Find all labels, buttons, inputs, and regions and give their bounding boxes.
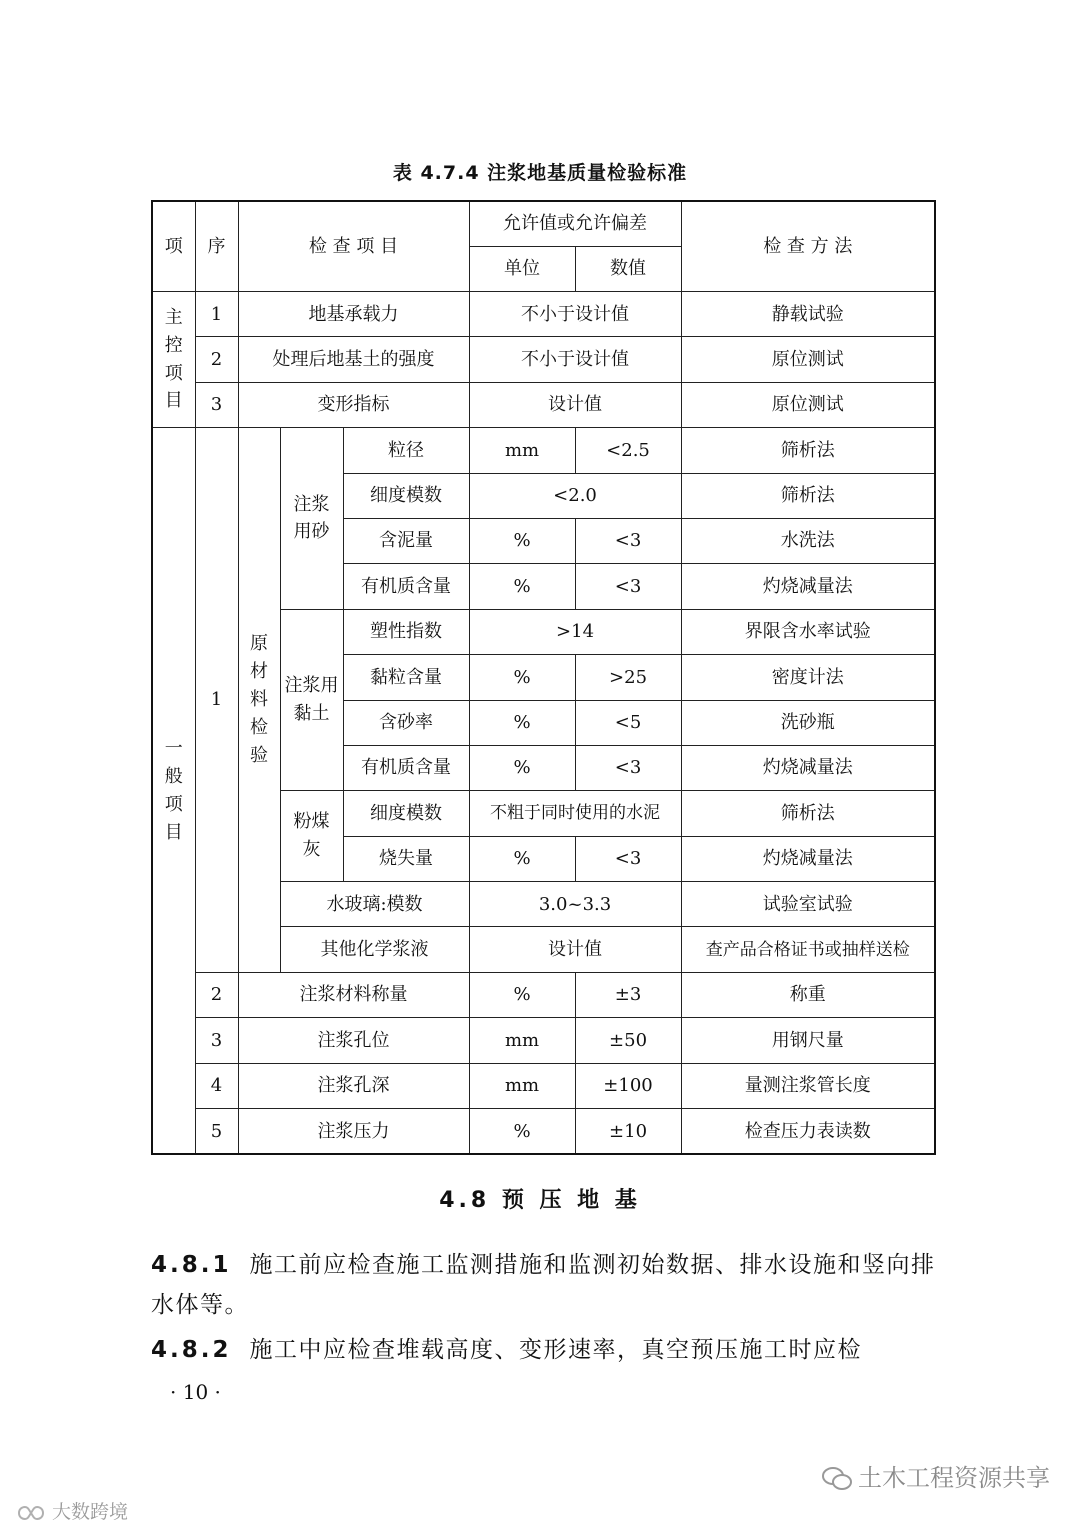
table-row: 5 注浆压力 % ±10 检查压力表读数 [152, 1109, 935, 1155]
quality-standard-table [151, 200, 936, 1155]
table-row: 主控项目 1 地基承载力 不小于设计值 静载试验 [152, 292, 935, 337]
table-caption: 表 4.7.4 注浆地基质量检验标准 [392, 162, 688, 184]
paragraph-4-8-1 [151, 1245, 936, 1325]
section-title: 4.8 预 压 地 基 [439, 1188, 641, 1213]
chat-bubble-icon [822, 1466, 852, 1492]
paragraph-number: 4.8.2 [151, 1337, 232, 1363]
header-value: 数值 [575, 247, 681, 292]
header-allowed: 允许值或允许偏差 [469, 201, 681, 247]
infinity-logo-icon [10, 1503, 46, 1523]
header-unit: 单位 [469, 247, 575, 292]
group-raw-material: 原材料检验 [238, 428, 280, 973]
paragraph-number: 4.8.1 [151, 1252, 232, 1278]
group-general: 一般项目 [152, 428, 195, 1155]
general-seq-1: 1 [195, 428, 238, 973]
watermark-right: 土木工程资源共享 [822, 1458, 1050, 1493]
table-row: 含砂率 % <5 洗砂瓶 [152, 700, 935, 745]
header-check-item: 检 查 项 目 [238, 201, 469, 292]
table-row: 一般项目 1 原材料检验 注浆用砂 粒径 mm <2.5 筛析法 [152, 428, 935, 473]
watermark-left: 大数跨境 [10, 1497, 128, 1524]
page-number: · 10 · [170, 1380, 221, 1404]
table-row: 2 处理后地基土的强度 不小于设计值 原位测试 [152, 337, 935, 382]
table-row: 细度模数 <2.0 筛析法 [152, 473, 935, 518]
table-row: 水玻璃:模数 3.0~3.3 试验室试验 [152, 882, 935, 927]
group-main-control: 主控项目 [152, 292, 195, 428]
paragraph-text: 施工中应检查堆载高度、变形速率，真空预压施工时应检 [249, 1337, 862, 1363]
header-method: 检 查 方 法 [681, 201, 935, 292]
header-item: 项 [152, 201, 195, 292]
table-row: 3 变形指标 设计值 原位测试 [152, 382, 935, 427]
group-clay: 注浆用黏土 [280, 609, 343, 791]
table-row: 4 注浆孔深 mm ±100 量测注浆管长度 [152, 1063, 935, 1108]
header-seq: 序 [195, 201, 238, 292]
table-row: 粉煤灰 细度模数 不粗于同时使用的水泥 筛析法 [152, 791, 935, 836]
table-row: 含泥量 % <3 水洗法 [152, 518, 935, 563]
table-row: 黏粒含量 % >25 密度计法 [152, 655, 935, 700]
table-row: 烧失量 % <3 灼烧减量法 [152, 836, 935, 881]
table-row: 3 注浆孔位 mm ±50 用钢尺量 [152, 1018, 935, 1063]
paragraph-4-8-2 [151, 1330, 936, 1370]
table-row: 其他化学浆液 设计值 查产品合格证书或抽样送检 [152, 927, 935, 972]
paragraph-text: 施工前应检查施工监测措施和监测初始数据、排水设施和竖向排水体等。 [151, 1252, 936, 1318]
table-row: 有机质含量 % <3 灼烧减量法 [152, 745, 935, 790]
table-row: 注浆用黏土 塑性指数 >14 界限含水率试验 [152, 609, 935, 654]
group-fly-ash: 粉煤灰 [280, 791, 343, 882]
group-sand: 注浆用砂 [280, 428, 343, 610]
table-row: 有机质含量 % <3 灼烧减量法 [152, 564, 935, 609]
table-row: 2 注浆材料称量 % ±3 称重 [152, 972, 935, 1017]
